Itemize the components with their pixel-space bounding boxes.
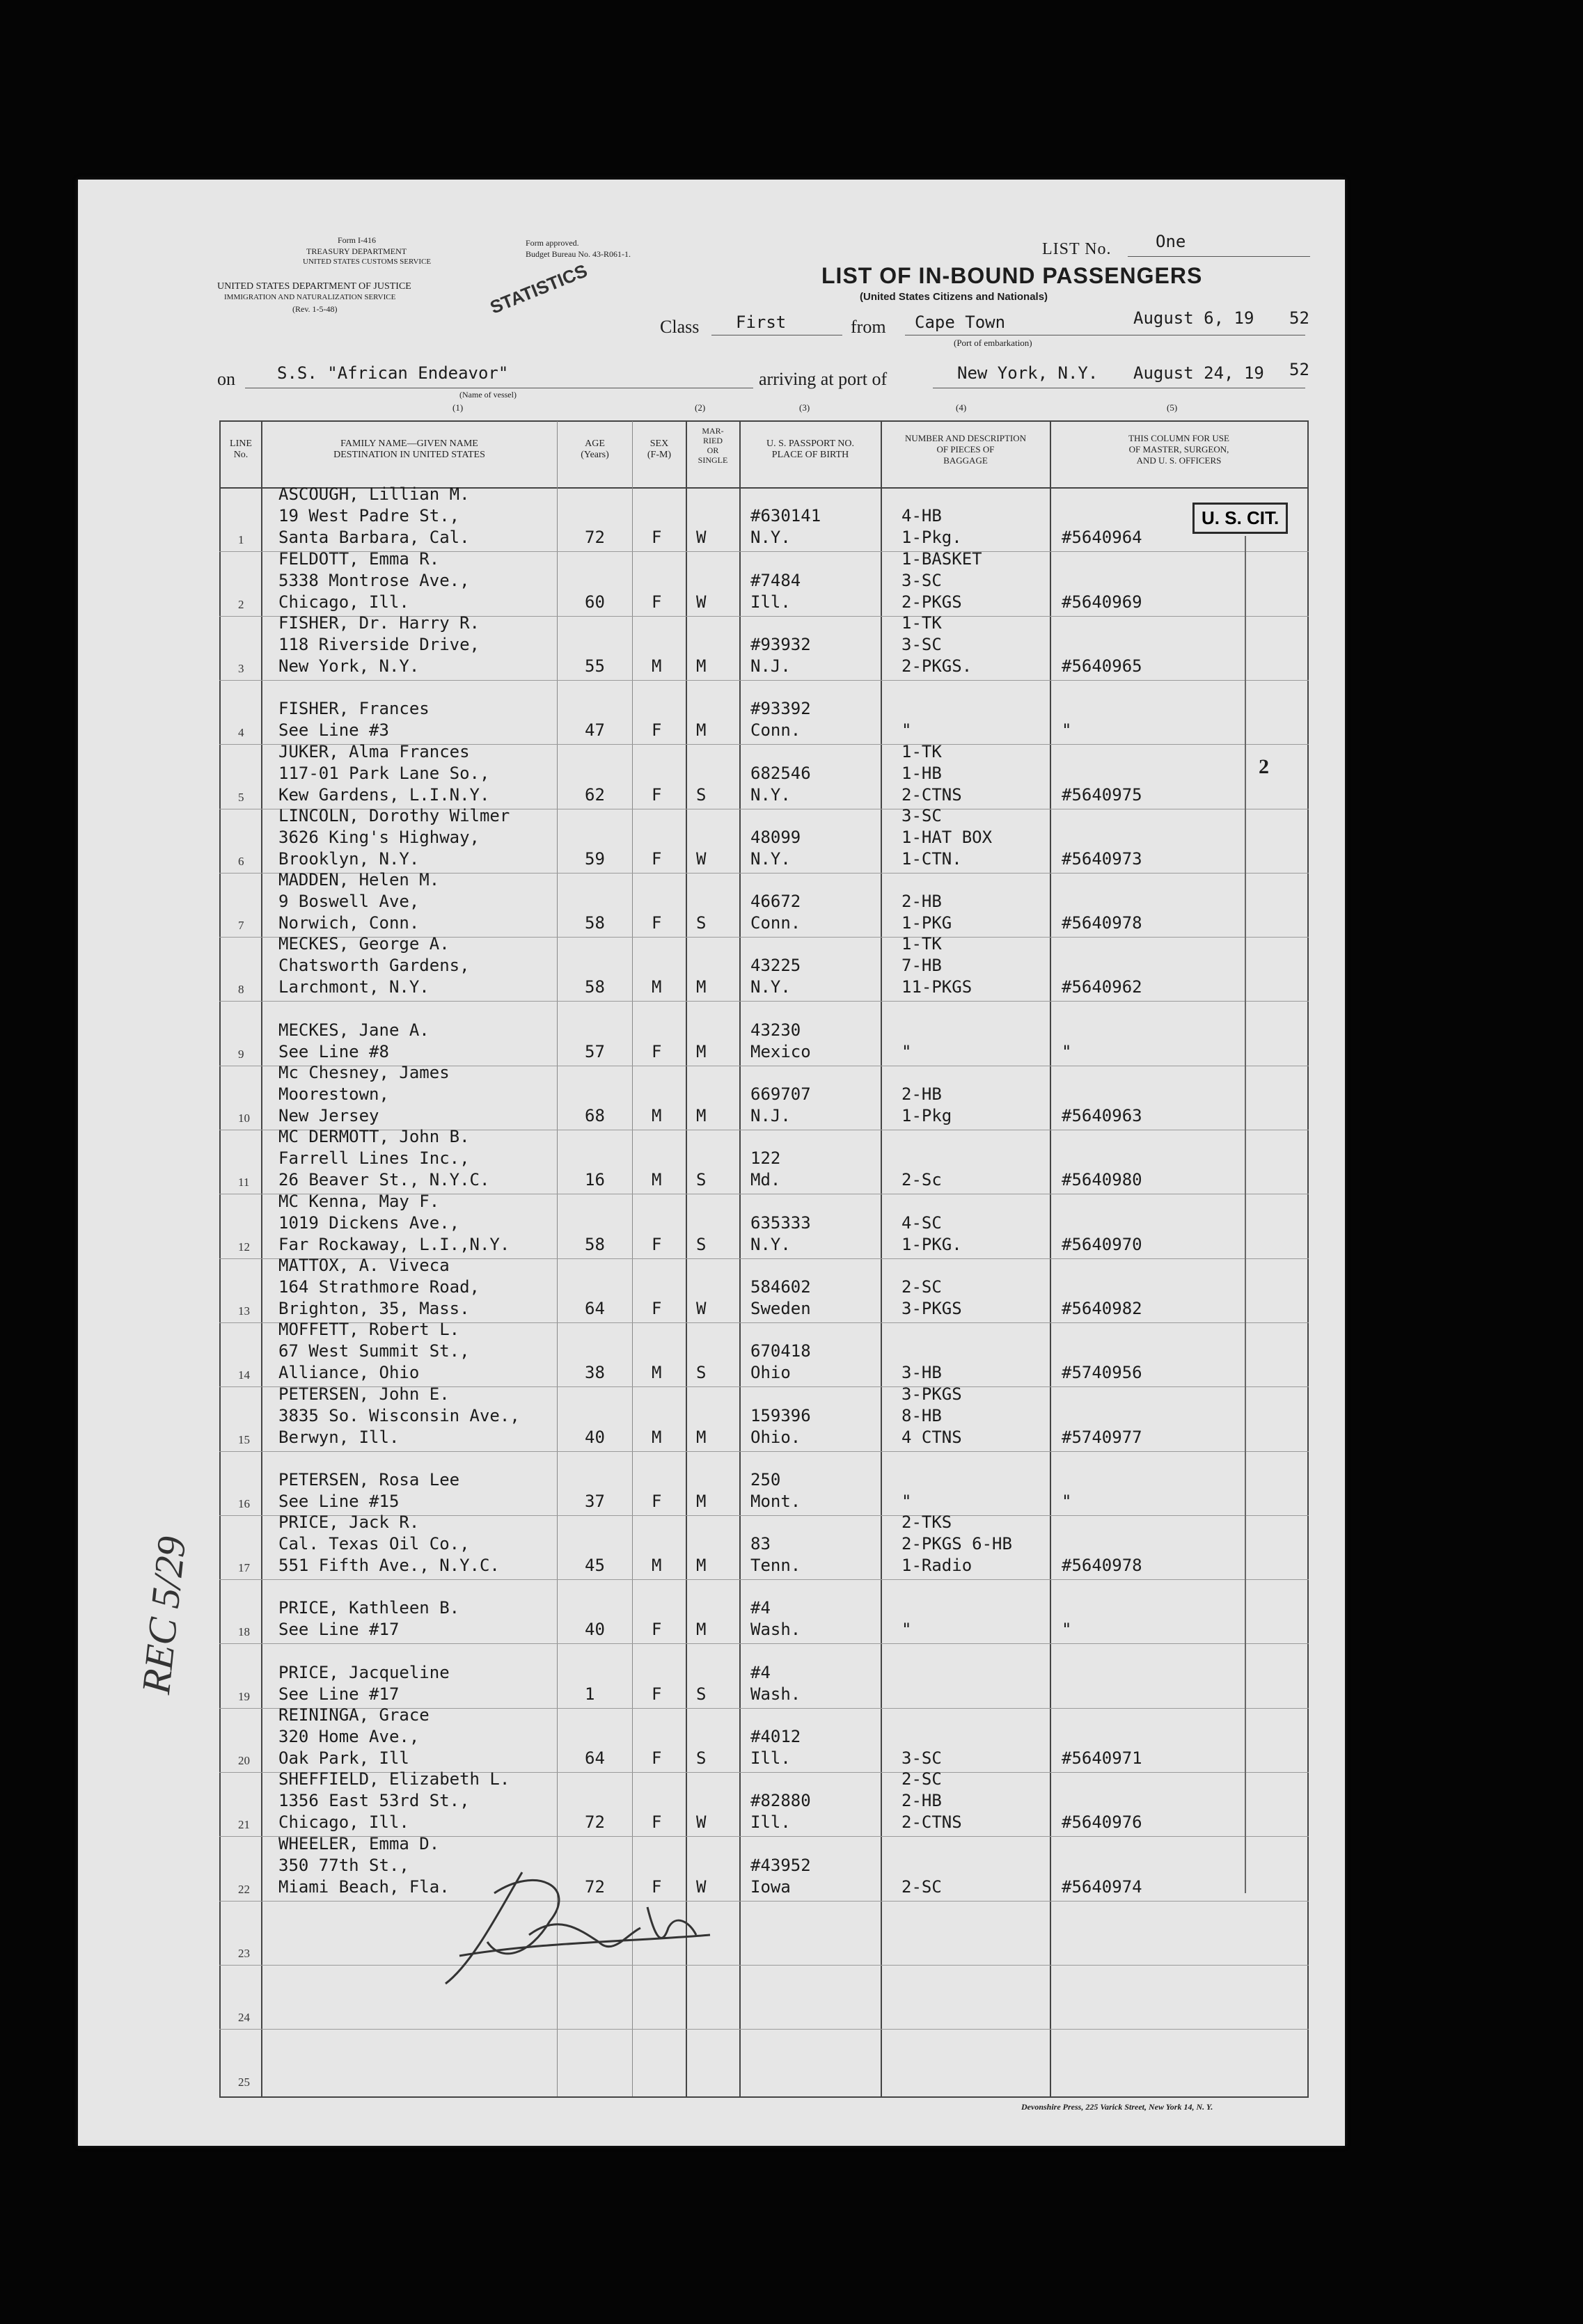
sex-cell: F [652, 592, 662, 612]
embarkation-port: Cape Town [915, 313, 1006, 332]
marital-status-cell: S [696, 785, 707, 805]
form-number: Form I-416 [338, 235, 376, 245]
baggage-cell: 3-PKGS 8-HB 4 CTNS [901, 1384, 962, 1447]
header-passport: U. S. PASSPORT NO. PLACE OF BIRTH [766, 438, 854, 460]
age-cell: 1 [585, 1684, 595, 1704]
marital-status-cell: W [696, 1812, 707, 1832]
baggage-cell: 3-SC [901, 1748, 942, 1768]
from-label: from [851, 317, 886, 337]
passenger-name: FISHER, Frances See Line #3 [278, 699, 430, 740]
sex-cell: F [652, 849, 662, 869]
departure-year: 52 [1289, 308, 1309, 328]
baggage-cell: 2-Sc [901, 1170, 942, 1189]
passenger-name: MC Kenna, May F. 1019 Dickens Ave., Far Rockaway, L.I.,N.Y. [278, 1192, 510, 1254]
baggage-cell: 2-SC [901, 1877, 942, 1897]
embarkation-note: (Port of embarkation) [954, 338, 1032, 348]
marital-status-cell: W [696, 528, 707, 547]
line-number: 14 [238, 1368, 250, 1382]
revision-label: (Rev. 1-5-48) [292, 304, 338, 314]
line-number: 3 [238, 662, 244, 675]
marital-status-cell: M [696, 1620, 707, 1639]
line-number: 10 [238, 1112, 250, 1125]
passenger-name: WHEELER, Emma D. 350 77th St., Miami Beach, Fla. [278, 1834, 450, 1897]
officer-cell: #5640980 [1062, 1170, 1142, 1189]
age-cell: 40 [585, 1620, 605, 1639]
marital-status-cell: S [696, 1235, 707, 1254]
sex-cell: F [652, 1748, 662, 1768]
col-number-2: (2) [695, 402, 706, 413]
passport-cell: 46672 Conn. [750, 892, 801, 933]
row-rule [219, 1965, 1309, 1966]
passenger-name: MECKES, George A. Chatsworth Gardens, Larchmont, N.Y. [278, 934, 470, 997]
sex-cell: M [652, 656, 662, 676]
marital-status-cell: S [696, 913, 707, 933]
header-married: MAR- RIED OR SINGLE [698, 426, 728, 465]
officer-cell: #5740956 [1062, 1363, 1142, 1382]
officer-cell: #5640970 [1062, 1235, 1142, 1254]
passport-cell: 250 Mont. [750, 1470, 801, 1511]
line-number: 11 [238, 1176, 250, 1189]
sex-cell: F [652, 1299, 662, 1318]
departure-date: August 6, 19 [1133, 308, 1254, 328]
arrival-port: New York, N.Y. [957, 363, 1098, 383]
line-number: 6 [238, 855, 244, 868]
header-age: AGE (Years) [581, 438, 609, 460]
col-number-5: (5) [1167, 402, 1178, 413]
page-subtitle: (United States Citizens and Nationals) [860, 291, 1048, 303]
marital-status-cell: M [696, 656, 707, 676]
passport-cell: 48099 N.Y. [750, 828, 801, 869]
line-number: 17 [238, 1561, 250, 1574]
passport-cell: 635333 N.Y. [750, 1213, 811, 1254]
marital-status-cell: S [696, 1363, 707, 1382]
vessel-name: S.S. "African Endeavor" [277, 363, 509, 383]
marital-status-cell: S [696, 1748, 707, 1768]
passenger-name: ASCOUGH, Lillian M. 19 West Padre St., Santa Barbara, Cal. [278, 484, 470, 547]
baggage-cell: 2-SC 2-HB 2-CTNS [901, 1769, 962, 1832]
arrival-year: 52 [1289, 360, 1309, 379]
baggage-cell: " [901, 720, 912, 740]
sex-cell: F [652, 1620, 662, 1639]
line-number: 7 [238, 919, 244, 932]
baggage-cell: 4-SC 1-PKG. [901, 1213, 962, 1254]
row-rule [219, 1001, 1309, 1002]
passport-cell: #4012 Ill. [750, 1727, 801, 1768]
marital-status-cell: M [696, 1492, 707, 1511]
officer-cell: #5640978 [1062, 1556, 1142, 1575]
col-number-3: (3) [799, 402, 810, 413]
sex-cell: F [652, 1235, 662, 1254]
marital-status-cell: W [696, 592, 707, 612]
age-cell: 40 [585, 1428, 605, 1447]
sex-cell: F [652, 528, 662, 547]
statistics-stamp: STATISTICS [487, 260, 590, 318]
age-cell: 72 [585, 1877, 605, 1897]
age-cell: 16 [585, 1170, 605, 1189]
baggage-cell: 2-HB 1-Pkg [901, 1084, 952, 1125]
passenger-name: MADDEN, Helen M. 9 Boswell Ave, Norwich, Conn. [278, 870, 440, 933]
sex-cell: F [652, 1877, 662, 1897]
vessel-note: (Name of vessel) [459, 390, 517, 400]
passenger-name: PRICE, Kathleen B. See Line #17 [278, 1598, 460, 1639]
passenger-name: SHEFFIELD, Elizabeth L. 1356 East 53rd St., Chicago, Ill. [278, 1769, 510, 1832]
sex-cell: M [652, 1556, 662, 1575]
baggage-cell: 1-TK 1-HB 2-CTNS [901, 742, 962, 805]
age-cell: 59 [585, 849, 605, 869]
officer-cell: #5640973 [1062, 849, 1142, 869]
marital-status-cell: M [696, 720, 707, 740]
line-number: 22 [238, 1883, 250, 1896]
passport-cell: #7484 Ill. [750, 571, 801, 612]
line-number: 20 [238, 1754, 250, 1767]
class-value: First [736, 313, 787, 332]
header-officers: THIS COLUMN FOR USE OF MASTER, SURGEON, AND U. S. OFFICERS [1128, 433, 1229, 466]
age-cell: 72 [585, 1812, 605, 1832]
passenger-name: LINCOLN, Dorothy Wilmer 3626 King's Highway, Brooklyn, N.Y. [278, 806, 510, 869]
line-number: 9 [238, 1048, 244, 1061]
sex-cell: F [652, 913, 662, 933]
header-baggage: NUMBER AND DESCRIPTION OF PIECES OF BAGGAGE [904, 433, 1027, 466]
officer-cell: #5640963 [1062, 1106, 1142, 1125]
col-number-4: (4) [956, 402, 967, 413]
age-cell: 47 [585, 720, 605, 740]
line-number: 1 [238, 533, 244, 546]
passenger-name: MOFFETT, Robert L. 67 West Summit St., Alliance, Ohio [278, 1320, 470, 1382]
age-cell: 58 [585, 913, 605, 933]
passport-cell: #4 Wash. [750, 1598, 801, 1639]
passport-cell: 83 Tenn. [750, 1534, 801, 1575]
age-cell: 38 [585, 1363, 605, 1382]
officer-signature [418, 1851, 738, 2005]
col-number-1: (1) [452, 402, 464, 413]
sex-cell: M [652, 1170, 662, 1189]
row-rule [219, 2029, 1309, 2030]
passenger-name: MC DERMOTT, John B. Farrell Lines Inc., 26 Beaver St., N.Y.C. [278, 1127, 490, 1189]
line-number: 16 [238, 1497, 250, 1510]
passport-cell: 669707 N.J. [750, 1084, 811, 1125]
row-rule [219, 1451, 1309, 1452]
passenger-name: FISHER, Dr. Harry R. 118 Riverside Drive, New York, N.Y. [278, 613, 480, 676]
officer-cell: " [1062, 1492, 1072, 1511]
baggage-cell: " [901, 1042, 912, 1061]
passport-cell: #630141 N.Y. [750, 506, 821, 547]
row-rule [219, 1901, 1309, 1902]
officer-cell: #5640982 [1062, 1299, 1142, 1318]
baggage-cell: 3-HB [901, 1363, 942, 1382]
marital-status-cell: M [696, 1106, 707, 1125]
officer-cell: #5640974 [1062, 1877, 1142, 1897]
us-citizen-stamp: U. S. CIT. [1192, 503, 1288, 534]
passport-cell: 43225 N.Y. [750, 956, 801, 997]
justice-label: UNITED STATES DEPARTMENT OF JUSTICE [217, 281, 411, 292]
class-label: Class [660, 317, 700, 337]
line-number: 19 [238, 1690, 250, 1703]
age-cell: 55 [585, 656, 605, 676]
header-name: FAMILY NAME—GIVEN NAME DESTINATION IN UNITED STATES [333, 438, 485, 460]
baggage-cell: 1-BASKET 3-SC 2-PKGS [901, 549, 982, 612]
marital-status-cell: W [696, 1299, 707, 1318]
officer-cell: #5640978 [1062, 913, 1142, 933]
marital-status-cell: M [696, 1428, 707, 1447]
sex-cell: F [652, 1492, 662, 1511]
marital-status-cell: W [696, 1877, 707, 1897]
passenger-name: JUKER, Alma Frances 117-01 Park Lane So., Kew Gardens, L.I.N.Y. [278, 742, 490, 805]
baggage-cell: 2-SC 3-PKGS [901, 1277, 962, 1318]
marital-status-cell: S [696, 1170, 707, 1189]
line-number: 21 [238, 1818, 250, 1831]
sex-cell: F [652, 785, 662, 805]
officer-cell: #5740977 [1062, 1428, 1142, 1447]
budget-label: Budget Bureau No. 43-R061-1. [526, 249, 631, 259]
officer-cell: #5640971 [1062, 1748, 1142, 1768]
marital-status-cell: M [696, 1042, 707, 1061]
line-number: 25 [238, 2076, 250, 2089]
passenger-name: PRICE, Jack R. Cal. Texas Oil Co., 551 Fifth Ave., N.Y.C. [278, 1512, 500, 1575]
officer-cell: " [1062, 1042, 1072, 1061]
age-cell: 58 [585, 1235, 605, 1254]
sex-cell: M [652, 977, 662, 997]
officer-cell: #5640969 [1062, 592, 1142, 612]
marital-status-cell: S [696, 1684, 707, 1704]
line-number: 24 [238, 2011, 250, 2024]
line-number: 15 [238, 1433, 250, 1446]
age-cell: 37 [585, 1492, 605, 1511]
passport-cell: 122 Md. [750, 1148, 781, 1189]
sex-cell: F [652, 720, 662, 740]
passport-cell: #43952 Iowa [750, 1856, 811, 1897]
passenger-name: MECKES, Jane A. See Line #8 [278, 1020, 430, 1061]
line-number: 8 [238, 983, 244, 996]
passport-cell: #93392 Conn. [750, 699, 811, 740]
baggage-cell: " [901, 1492, 912, 1511]
age-cell: 64 [585, 1748, 605, 1768]
passport-cell: 43230 Mexico [750, 1020, 811, 1061]
line-number: 13 [238, 1304, 250, 1318]
sex-cell: F [652, 1684, 662, 1704]
age-cell: 58 [585, 977, 605, 997]
passenger-name: FELDOTT, Emma R. 5338 Montrose Ave., Chicago, Ill. [278, 549, 470, 612]
printer-imprint: Devonshire Press, 225 Varick Street, New York 14, N. Y. [1021, 2102, 1213, 2112]
page-title: LIST OF IN-BOUND PASSENGERS [821, 263, 1203, 288]
age-cell: 62 [585, 785, 605, 805]
line-number: 2 [238, 598, 244, 611]
baggage-cell: 2-HB 1-PKG [901, 892, 952, 933]
header-line-no: LINE No. [230, 438, 252, 460]
passport-cell: 670418 Ohio [750, 1341, 811, 1382]
line-number: 12 [238, 1240, 250, 1254]
passenger-name: PETERSEN, Rosa Lee See Line #15 [278, 1470, 460, 1511]
sex-cell: M [652, 1363, 662, 1382]
margin-note: REC 5/29 [132, 1534, 195, 1696]
passenger-name: PRICE, Jacqueline See Line #17 [278, 1663, 450, 1704]
marital-status-cell: M [696, 1556, 707, 1575]
passport-cell: 159396 Ohio. [750, 1406, 811, 1447]
passenger-name: MATTOX, A. Viveca 164 Strathmore Road, Brighton, 35, Mass. [278, 1256, 480, 1318]
arrival-date: August 24, 19 [1133, 363, 1264, 383]
officer-cell: #5640965 [1062, 656, 1142, 676]
sex-cell: M [652, 1106, 662, 1125]
passenger-name: PETERSEN, John E. 3835 So. Wisconsin Ave., Berwyn, Ill. [278, 1384, 520, 1447]
age-cell: 45 [585, 1556, 605, 1575]
officer-check-line [1245, 536, 1246, 1893]
line-number: 23 [238, 1947, 250, 1960]
list-number: One [1156, 232, 1186, 251]
side-mark: 2 [1259, 755, 1269, 778]
sex-cell: M [652, 1428, 662, 1447]
passport-cell: #4 Wash. [750, 1663, 801, 1704]
baggage-cell: 3-SC 1-HAT BOX 1-CTN. [901, 806, 993, 869]
passenger-name: REININGA, Grace 320 Home Ave., Oak Park, Ill [278, 1705, 430, 1768]
arriving-label: arriving at port of [759, 369, 888, 389]
age-cell: 68 [585, 1106, 605, 1125]
officer-cell: #5640976 [1062, 1812, 1142, 1832]
line-number: 4 [238, 726, 244, 739]
sex-cell: F [652, 1042, 662, 1061]
baggage-cell: " [901, 1620, 912, 1639]
marital-status-cell: W [696, 849, 707, 869]
age-cell: 72 [585, 528, 605, 547]
passenger-name: Mc Chesney, James Moorestown, New Jersey [278, 1063, 450, 1125]
baggage-cell: 1-TK 3-SC 2-PKGS. [901, 613, 972, 676]
officer-cell: " [1062, 720, 1072, 740]
marital-status-cell: M [696, 977, 707, 997]
passport-cell: #82880 Ill. [750, 1791, 811, 1832]
row-rule [219, 1643, 1309, 1644]
treasury-label: TREASURY DEPARTMENT [306, 246, 407, 256]
on-label: on [217, 369, 235, 389]
age-cell: 60 [585, 592, 605, 612]
approved-label: Form approved. [526, 238, 579, 248]
customs-label: UNITED STATES CUSTOMS SERVICE [303, 258, 432, 266]
sex-cell: F [652, 1812, 662, 1832]
officer-cell: #5640964 [1062, 528, 1142, 547]
list-label: LIST No. [1042, 240, 1112, 258]
ins-label: IMMIGRATION AND NATURALIZATION SERVICE [224, 293, 396, 301]
officer-cell: " [1062, 1620, 1072, 1639]
passport-cell: #93932 N.J. [750, 635, 811, 676]
officer-cell: #5640975 [1062, 785, 1142, 805]
line-number: 5 [238, 791, 244, 804]
passport-cell: 682546 N.Y. [750, 764, 811, 805]
baggage-cell: 1-TK 7-HB 11-PKGS [901, 934, 972, 997]
line-number: 18 [238, 1625, 250, 1638]
row-rule [219, 680, 1309, 681]
row-rule [219, 1579, 1309, 1580]
passport-cell: 584602 Sweden [750, 1277, 811, 1318]
baggage-cell: 2-TKS 2-PKGS 6-HB 1-Radio [901, 1512, 1012, 1575]
header-sex: SEX (F-M) [647, 438, 672, 460]
baggage-cell: 4-HB 1-Pkg. [901, 506, 962, 547]
age-cell: 64 [585, 1299, 605, 1318]
age-cell: 57 [585, 1042, 605, 1061]
officer-cell: #5640962 [1062, 977, 1142, 997]
